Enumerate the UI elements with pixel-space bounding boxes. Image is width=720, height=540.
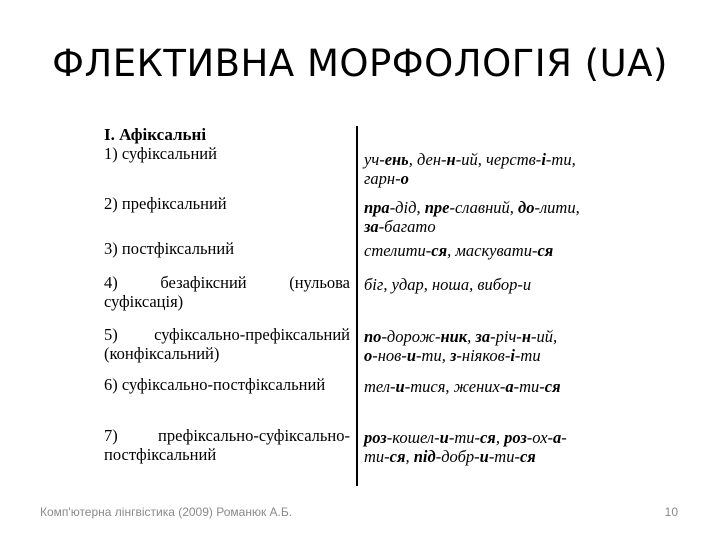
stem-fragment: уч- (364, 150, 385, 169)
stem-fragment: -тися, жених- (404, 377, 506, 396)
stem-fragment: тел- (364, 377, 396, 396)
affix-fragment: і (541, 150, 546, 169)
column-divider (356, 126, 358, 486)
stem-fragment: , (405, 447, 414, 466)
affix-table (100, 122, 630, 484)
affix-fragment: по (364, 327, 382, 346)
stem-fragment: -лити, (534, 198, 580, 217)
affix-fragment: и (395, 377, 405, 396)
row-example (364, 275, 630, 294)
affix-fragment: роз (364, 428, 387, 447)
affix-fragment: н (446, 150, 456, 169)
affix-fragment: ся (544, 377, 561, 396)
stem-fragment: гарн- (364, 169, 401, 188)
stem-fragment: -нов- (372, 346, 407, 365)
affix-fragment: а (553, 428, 562, 447)
stem-fragment: -ти- (513, 377, 545, 396)
affix-fragment: о (364, 346, 373, 365)
affix-fragment: і (510, 346, 515, 365)
stem-fragment: -ти (514, 346, 541, 365)
stem-fragment: -дорож- (381, 327, 441, 346)
stem-fragment: біг, удар, ноша, вибор-и (364, 275, 532, 294)
affix-fragment: н (521, 327, 531, 346)
affix-fragment: під (413, 447, 436, 466)
affix-fragment: за (475, 327, 491, 346)
affix-fragment: ся (537, 241, 554, 260)
affix-fragment: за (364, 217, 379, 236)
affix-fragment: и (406, 346, 417, 365)
stem-fragment: , маскувати- (447, 241, 538, 260)
stem-fragment: , ден- (408, 150, 447, 169)
stem-fragment: - (561, 428, 567, 447)
affix-fragment: о (400, 169, 409, 188)
row-label: 1) суфіксальний (104, 144, 217, 163)
stem-fragment: , (467, 327, 476, 346)
stem-fragment: -ий, (530, 327, 558, 346)
affix-fragment: и (479, 447, 489, 466)
stem-fragment: -ох- (526, 428, 554, 447)
row-example (364, 150, 630, 188)
stem-fragment: -річ- (490, 327, 522, 346)
page-number: 10 (664, 505, 678, 519)
affix-fragment: и (439, 428, 449, 447)
affix-fragment: а (505, 377, 514, 396)
stem-fragment: стелити- (364, 241, 432, 260)
row-label: 6) суфіксально-постфіксальний (104, 375, 326, 394)
stem-fragment: -кошел- (386, 428, 440, 447)
row-example (364, 327, 630, 365)
affix-fragment: пра (364, 198, 390, 217)
row-example (364, 241, 630, 260)
stem-fragment: -ти- (448, 428, 480, 447)
affix-fragment: з (449, 346, 457, 365)
stem-fragment: -добр- (435, 447, 480, 466)
affix-fragment: роз (504, 428, 527, 447)
affix-fragment: ень (384, 150, 409, 169)
row-example (364, 198, 630, 236)
slide-title: ФЛЕКТИВНА МОРФОЛОГІЯ (UA) (52, 42, 668, 85)
affix-fragment: ся (431, 241, 448, 260)
stem-fragment: , (495, 428, 505, 447)
stem-fragment: -ти- (488, 447, 520, 466)
table-heading: І. Афіксальні (104, 125, 207, 144)
affix-fragment: до (518, 198, 535, 217)
row-example (364, 428, 630, 466)
stem-fragment: -славний, (449, 198, 519, 217)
affix-fragment: ся (389, 447, 406, 466)
row-label: 3) постфіксальний (104, 239, 235, 258)
stem-fragment: -ти, (545, 150, 576, 169)
row-example (364, 377, 630, 396)
row-label: 5) суфіксально-префіксальний (конфіксальний) (104, 325, 350, 363)
affix-fragment: ся (479, 428, 496, 447)
stem-fragment: -ніяков- (456, 346, 511, 365)
row-label: 7) префіксально-суфіксально-постфіксальний (104, 426, 350, 464)
slide-footer: Комп'ютерна лінгвістика (2009) Романюк А.Б. (40, 505, 293, 519)
affix-fragment: ся (519, 447, 536, 466)
affix-fragment: ник (440, 327, 468, 346)
stem-fragment: -дід, (389, 198, 425, 217)
affix-fragment: пре (424, 198, 450, 217)
stem-fragment: -багато (378, 217, 436, 236)
row-label: 4) безафіксний (нульова суфіксація) (104, 273, 350, 311)
stem-fragment: ти- (364, 447, 390, 466)
stem-fragment: -ий, черств- (455, 150, 542, 169)
row-label: 2) префіксальний (104, 194, 227, 213)
stem-fragment: -ти, (416, 346, 450, 365)
